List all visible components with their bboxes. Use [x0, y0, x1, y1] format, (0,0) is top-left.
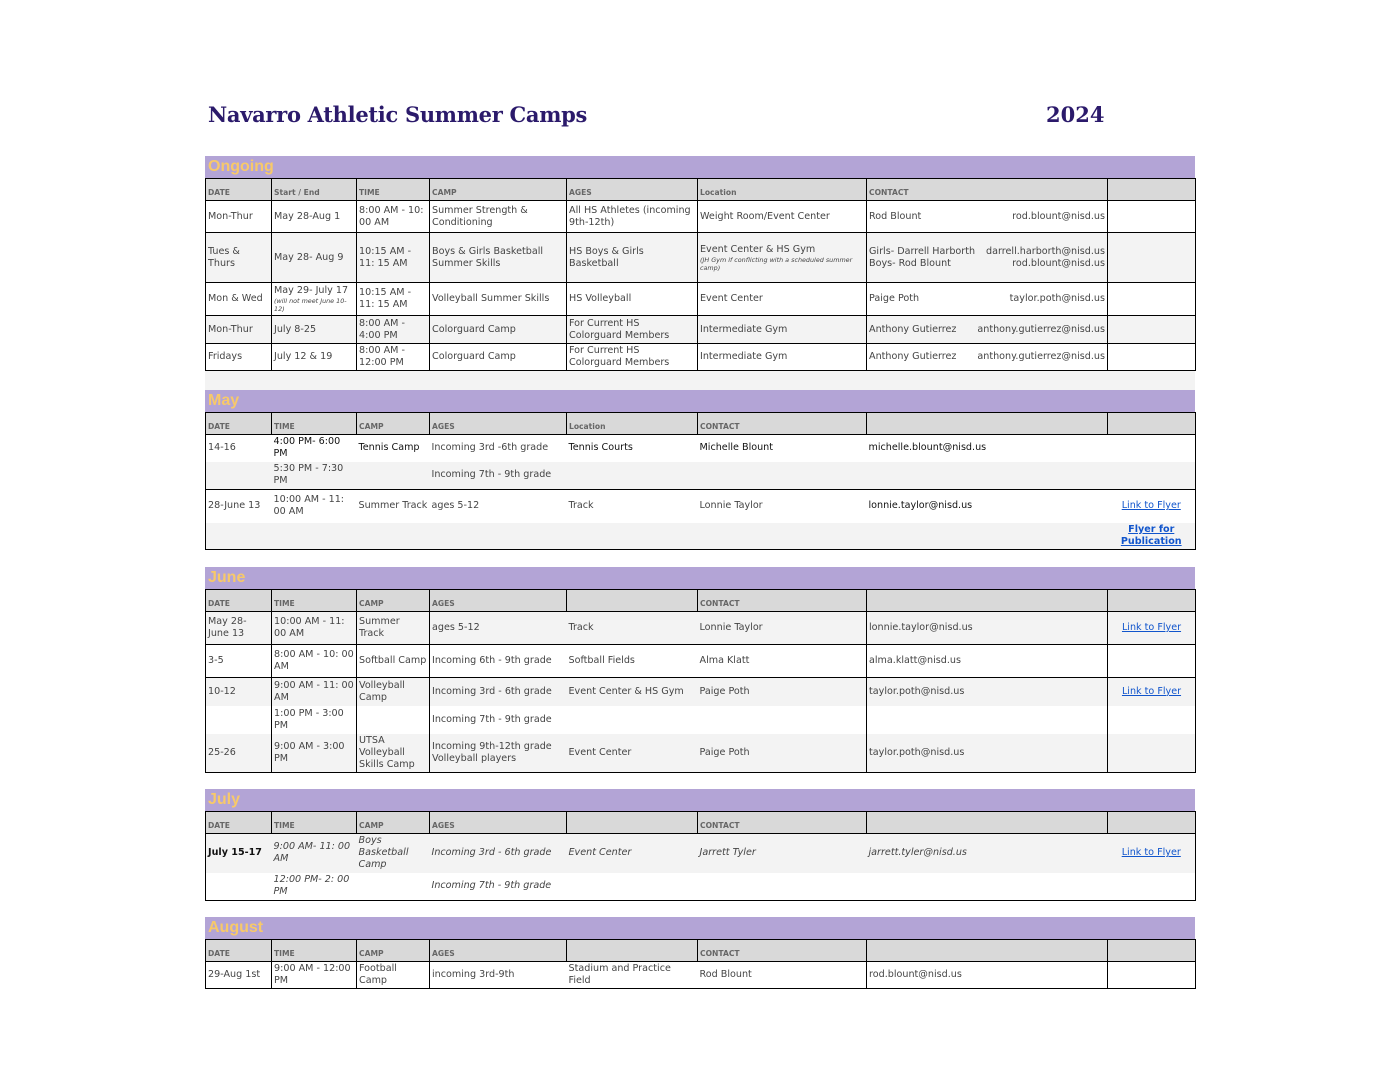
header-row: [206, 179, 1196, 201]
june-table: [205, 589, 1196, 773]
location-text: Intermediate Gym: [700, 323, 788, 335]
contact-cell: Alma Klatt: [698, 645, 867, 678]
camp-cell: Summer Track: [357, 612, 430, 645]
column-header: CONTACT: [698, 940, 867, 962]
section-heading: Ongoing: [205, 156, 1195, 178]
camp-cell: Volleyball Summer Skills: [430, 283, 567, 316]
column-header: DATE: [206, 590, 272, 612]
email-cell: lonnie.taylor@nisd.us: [867, 490, 1108, 523]
date-cell: July 15-17: [206, 834, 272, 873]
time-cell: 10:15 AM - 11: 15 AM: [357, 283, 430, 316]
header-row: [206, 590, 1196, 612]
location-cell: Stadium and Practice Field: [568, 963, 671, 986]
location-cell: Track: [567, 490, 698, 523]
start-end-cell: [272, 233, 357, 283]
camp-cell: [357, 523, 430, 550]
column-header: TIME: [272, 812, 357, 834]
email-cell: lonnie.taylor@nisd.us: [867, 612, 1108, 645]
link-cell: [1108, 462, 1196, 490]
contact-cell: [698, 873, 867, 901]
may-table: [205, 412, 1196, 550]
column-header: [1108, 590, 1196, 612]
start-end-cell: [272, 316, 357, 344]
time-cell: 1:00 PM - 3:00 PM: [272, 706, 357, 734]
date-cell: Mon-Thur: [206, 201, 272, 233]
email-cell: alma.klatt@nisd.us: [867, 645, 1108, 678]
contact-name: Girls- Darrell Harborth: [869, 245, 976, 257]
table-row: [206, 490, 1196, 523]
contact-email: rod.blount@nisd.us: [1012, 257, 1105, 269]
flyer-link[interactable]: Link to Flyer: [1108, 612, 1196, 645]
column-header: CAMP: [357, 940, 430, 962]
contact-line: [869, 351, 1105, 363]
ages-cell: All HS Athletes (incoming 9th-12th): [567, 201, 698, 233]
email-cell: rod.blount@nisd.us: [867, 962, 1108, 989]
email-cell: [867, 873, 1108, 901]
email-cell: taylor.poth@nisd.us: [867, 678, 1108, 706]
time-cell: 8:00 AM - 4:00 PM: [357, 316, 430, 344]
table-row: [206, 962, 1196, 989]
ages-cell: ages 5-12: [430, 612, 567, 645]
date-cell: 3-5: [206, 645, 272, 678]
ages-cell: Incoming 3rd - 6th grade: [430, 678, 567, 706]
contact-cell: Jarrett Tyler: [698, 834, 867, 873]
camp-cell: [357, 873, 430, 901]
ages-cell: Incoming 7th - 9th grade: [432, 713, 552, 725]
column-header: Location: [567, 413, 698, 435]
column-header: [567, 940, 698, 962]
august-table: [205, 939, 1196, 989]
contact-cell: [867, 201, 1108, 233]
email-cell: jarrett.tyler@nisd.us: [867, 834, 1108, 873]
location-cell: [567, 706, 698, 734]
date-cell: [206, 706, 272, 734]
column-header: CONTACT: [698, 590, 867, 612]
date-cell: [206, 873, 272, 901]
camp-cell: Colorguard Camp: [430, 344, 567, 371]
column-header: AGES: [430, 590, 567, 612]
contact-line: [869, 293, 1105, 305]
column-header: TIME: [272, 413, 357, 435]
link-cell: [1108, 435, 1196, 462]
table-row: [206, 316, 1196, 344]
table-row: [206, 233, 1196, 283]
column-header: CAMP: [357, 413, 430, 435]
link-cell: [1108, 645, 1196, 678]
contact-name: Paige Poth: [869, 293, 920, 304]
column-header: DATE: [206, 812, 272, 834]
time-cell: 8:00 AM - 10: 00 AM: [272, 645, 357, 678]
contact-cell: Paige Poth: [698, 678, 867, 706]
header-row: [206, 812, 1196, 834]
table-row: [206, 678, 1196, 706]
column-header: [567, 812, 698, 834]
start-end-text: May 28-Aug 1: [274, 210, 341, 222]
flyer-link[interactable]: Link to Flyer: [1108, 834, 1196, 873]
column-header: CONTACT: [698, 413, 867, 435]
time-cell: 5:30 PM - 7:30 PM: [272, 462, 357, 490]
table-row: [206, 523, 1196, 550]
ages-cell: incoming 3rd-9th: [432, 969, 515, 980]
email-cell: [867, 523, 1108, 550]
date-cell: Mon & Wed: [206, 283, 272, 316]
camp-cell: Boys & Girls Basketball Summer Skills: [430, 233, 567, 283]
page-year: 2024: [1046, 102, 1105, 127]
ages-cell: Incoming 3rd - 6th grade: [430, 834, 567, 873]
header-row: [206, 413, 1196, 435]
contact-name: Anthony Gutierrez: [869, 351, 957, 362]
location-cell: Event Center: [567, 834, 698, 873]
section-heading: July: [205, 789, 1195, 811]
header-row: [206, 940, 1196, 962]
page-title: Navarro Athletic Summer Camps: [208, 102, 588, 127]
table-row: [206, 834, 1196, 873]
date-cell: May 28- June 13: [206, 612, 272, 645]
time-cell: 9:00 AM - 3:00 PM: [272, 734, 357, 773]
table-row: [206, 435, 1196, 462]
link-cell: [1108, 962, 1196, 989]
section-heading: August: [205, 917, 1195, 939]
location-cell: [567, 523, 698, 550]
contact-cell: Michelle Blount: [699, 442, 774, 454]
location-cell: [567, 873, 698, 901]
may-section: [205, 390, 1195, 550]
section-spacer: [205, 371, 1195, 391]
contact-line: [869, 246, 1105, 258]
email-cell: [867, 462, 1108, 490]
contact-cell: [867, 233, 1108, 283]
column-header: [867, 812, 1108, 834]
contact-email: anthony.gutierrez@nisd.us: [977, 351, 1105, 362]
column-header: CAMP: [357, 590, 430, 612]
start-end-text: July 8-25: [274, 323, 317, 335]
table-row: [206, 201, 1196, 233]
contact-cell: Lonnie Taylor: [698, 490, 867, 523]
contact-email: darrell.harborth@nisd.us: [986, 245, 1105, 257]
contact-name: Rod Blount: [869, 210, 922, 222]
link-cell: [1108, 706, 1196, 734]
column-header: CAMP: [357, 812, 430, 834]
table-row: [206, 645, 1196, 678]
location-cell: Track: [567, 612, 698, 645]
camp-cell: Football Camp: [357, 962, 430, 989]
section-heading: May: [205, 390, 1195, 412]
start-end-cell: [272, 283, 357, 316]
column-header: [1108, 179, 1196, 201]
contact-cell: Lonnie Taylor: [698, 612, 867, 645]
column-header: TIME: [272, 590, 357, 612]
camp-cell: [357, 706, 430, 734]
ages-cell: Incoming 7th - 9th grade: [431, 880, 552, 892]
email-cell: michelle.blount@nisd.us: [868, 442, 987, 454]
date-cell: Tues & Thurs: [206, 233, 272, 283]
date-cell: 14-16: [208, 442, 236, 454]
section-heading: June: [205, 567, 1195, 589]
time-cell: 10:00 AM - 11: 00 AM: [272, 612, 357, 645]
camp-cell: Boys Basketball Camp: [357, 834, 430, 873]
location-cell: Event Center & HS Gym: [567, 678, 698, 706]
location-cell: [698, 316, 867, 344]
start-end-text: May 28- Aug 9: [274, 251, 344, 263]
flyer-link[interactable]: Link to Flyer: [1108, 490, 1196, 523]
time-cell: 9:00 AM - 12:00 PM: [272, 962, 357, 989]
contact-cell: [867, 316, 1108, 344]
ongoing-section: [205, 156, 1195, 391]
contact-cell: Paige Poth: [698, 734, 867, 773]
column-header: Start / End: [272, 179, 357, 201]
ages-cell: HS Boys & Girls Basketball: [567, 233, 698, 283]
ages-cell: For Current HS Colorguard Members: [567, 344, 698, 371]
column-header: Location: [698, 179, 867, 201]
ages-cell: Incoming 6th - 9th grade: [430, 645, 567, 678]
contact-email: anthony.gutierrez@nisd.us: [977, 323, 1105, 335]
contact-cell: [698, 523, 867, 550]
camp-cell: Volleyball Camp: [357, 678, 430, 706]
column-header: [867, 940, 1108, 962]
location-cell: Event Center: [567, 734, 698, 773]
flyer-publication-link[interactable]: Flyer for Publication: [1108, 523, 1196, 550]
column-header: AGES: [430, 940, 567, 962]
camp-cell: UTSA Volleyball Skills Camp: [357, 734, 430, 773]
ages-cell: Incoming 3rd -6th grade: [431, 442, 549, 454]
column-header: AGES: [567, 179, 698, 201]
date-cell: 10-12: [206, 678, 272, 706]
column-header: [867, 590, 1108, 612]
location-text: Intermediate Gym: [700, 351, 788, 362]
contact-cell: [698, 706, 867, 734]
column-header: TIME: [272, 940, 357, 962]
flyer-link[interactable]: Link to Flyer: [1108, 678, 1196, 706]
location-cell: [698, 344, 867, 371]
date-cell: [206, 523, 272, 550]
column-header: CONTACT: [867, 179, 1108, 201]
location-cell: Tennis Courts: [568, 442, 633, 454]
camp-cell: Colorguard Camp: [430, 316, 567, 344]
email-cell: [867, 706, 1108, 734]
contact-cell: [867, 283, 1108, 316]
column-header: [867, 413, 1108, 435]
column-header: [567, 590, 698, 612]
link-cell: [1108, 873, 1196, 901]
column-header: [1108, 940, 1196, 962]
date-cell: Fridays: [206, 344, 272, 371]
contact-cell: [698, 462, 867, 490]
august-section: [205, 917, 1195, 989]
location-text: Event Center: [700, 293, 763, 304]
camp-cell: Summer Strength & Conditioning: [430, 201, 567, 233]
time-cell: 9:00 AM - 11: 00 AM: [272, 678, 357, 706]
note-text: (will not meet June 10-12): [274, 297, 347, 313]
table-row: [206, 612, 1196, 645]
contact-cell: [867, 344, 1108, 371]
ages-cell: For Current HS Colorguard Members: [567, 316, 698, 344]
column-header: DATE: [206, 413, 272, 435]
location-text: Event Center & HS Gym: [700, 243, 816, 255]
time-cell: 8:00 AM - 10: 00 AM: [357, 201, 430, 233]
ages-cell: ages 5-12: [430, 490, 567, 523]
date-cell: 29-Aug 1st: [206, 962, 272, 989]
location-cell: [698, 283, 867, 316]
contact-email: taylor.poth@nisd.us: [1009, 293, 1105, 304]
time-cell: 8:00 AM - 12:00 PM: [357, 344, 430, 371]
table-row: [206, 283, 1196, 316]
june-section: [205, 567, 1195, 773]
contact-line: [869, 324, 1105, 336]
column-header: CONTACT: [698, 812, 867, 834]
link-cell: [1108, 734, 1196, 773]
table-row: [206, 873, 1196, 901]
camp-cell: Softball Camp: [357, 645, 430, 678]
contact-line: [869, 258, 1105, 270]
time-cell: 4:00 PM- 6:00 PM: [273, 436, 341, 460]
ages-cell: Incoming 9th-12th grade Volleyball players: [430, 734, 567, 773]
ages-cell: HS Volleyball: [567, 283, 698, 316]
column-header: CAMP: [430, 179, 567, 201]
column-header: DATE: [206, 179, 272, 201]
time-cell: 10:00 AM - 11: 00 AM: [272, 490, 357, 523]
location-note: (JH Gym if conflicting with a scheduled summer camp): [700, 255, 853, 272]
date-cell: Mon-Thur: [206, 316, 272, 344]
contact-name: Boys- Rod Blount: [869, 257, 951, 269]
column-header: TIME: [357, 179, 430, 201]
email-cell: taylor.poth@nisd.us: [867, 734, 1108, 773]
camp-cell: [357, 462, 430, 490]
location-cell: Softball Fields: [567, 645, 698, 678]
contact-cell: Rod Blount: [698, 962, 867, 989]
ages-cell: Incoming 7th - 9th grade: [430, 462, 567, 490]
location-cell: [698, 233, 867, 283]
time-cell: 12:00 PM- 2: 00 PM: [273, 874, 350, 898]
date-cell: 28-June 13: [206, 490, 272, 523]
camp-cell: Tennis Camp: [358, 442, 420, 454]
start-end-cell: [272, 344, 357, 371]
column-header: DATE: [206, 940, 272, 962]
column-header: [1108, 413, 1196, 435]
camp-cell: Summer Track: [357, 490, 430, 523]
table-row: [206, 462, 1196, 490]
column-header: AGES: [430, 413, 567, 435]
start-end-text: May 29- July 17: [274, 285, 349, 296]
table-row: [206, 344, 1196, 371]
table-row: [206, 734, 1196, 773]
location-cell: [698, 201, 867, 233]
contact-email: rod.blount@nisd.us: [1012, 210, 1105, 222]
contact-line: [869, 211, 1105, 223]
ongoing-table: [205, 178, 1196, 371]
july-table: [205, 811, 1196, 901]
column-header: AGES: [430, 812, 567, 834]
start-end-text: July 12 & 19: [274, 351, 333, 362]
time-cell: 10:15 AM - 11: 15 AM: [357, 233, 430, 283]
table-row: [206, 706, 1196, 734]
location-cell: [567, 462, 698, 490]
ages-cell: [430, 523, 567, 550]
contact-name: Anthony Gutierrez: [869, 323, 957, 335]
date-cell: [206, 462, 272, 490]
time-cell: 9:00 AM- 11: 00 AM: [272, 834, 357, 873]
start-end-cell: [272, 201, 357, 233]
location-text: Weight Room/Event Center: [700, 210, 830, 222]
date-cell: 25-26: [206, 734, 272, 773]
column-header: [1108, 812, 1196, 834]
july-section: [205, 789, 1195, 901]
time-cell: [272, 523, 357, 550]
